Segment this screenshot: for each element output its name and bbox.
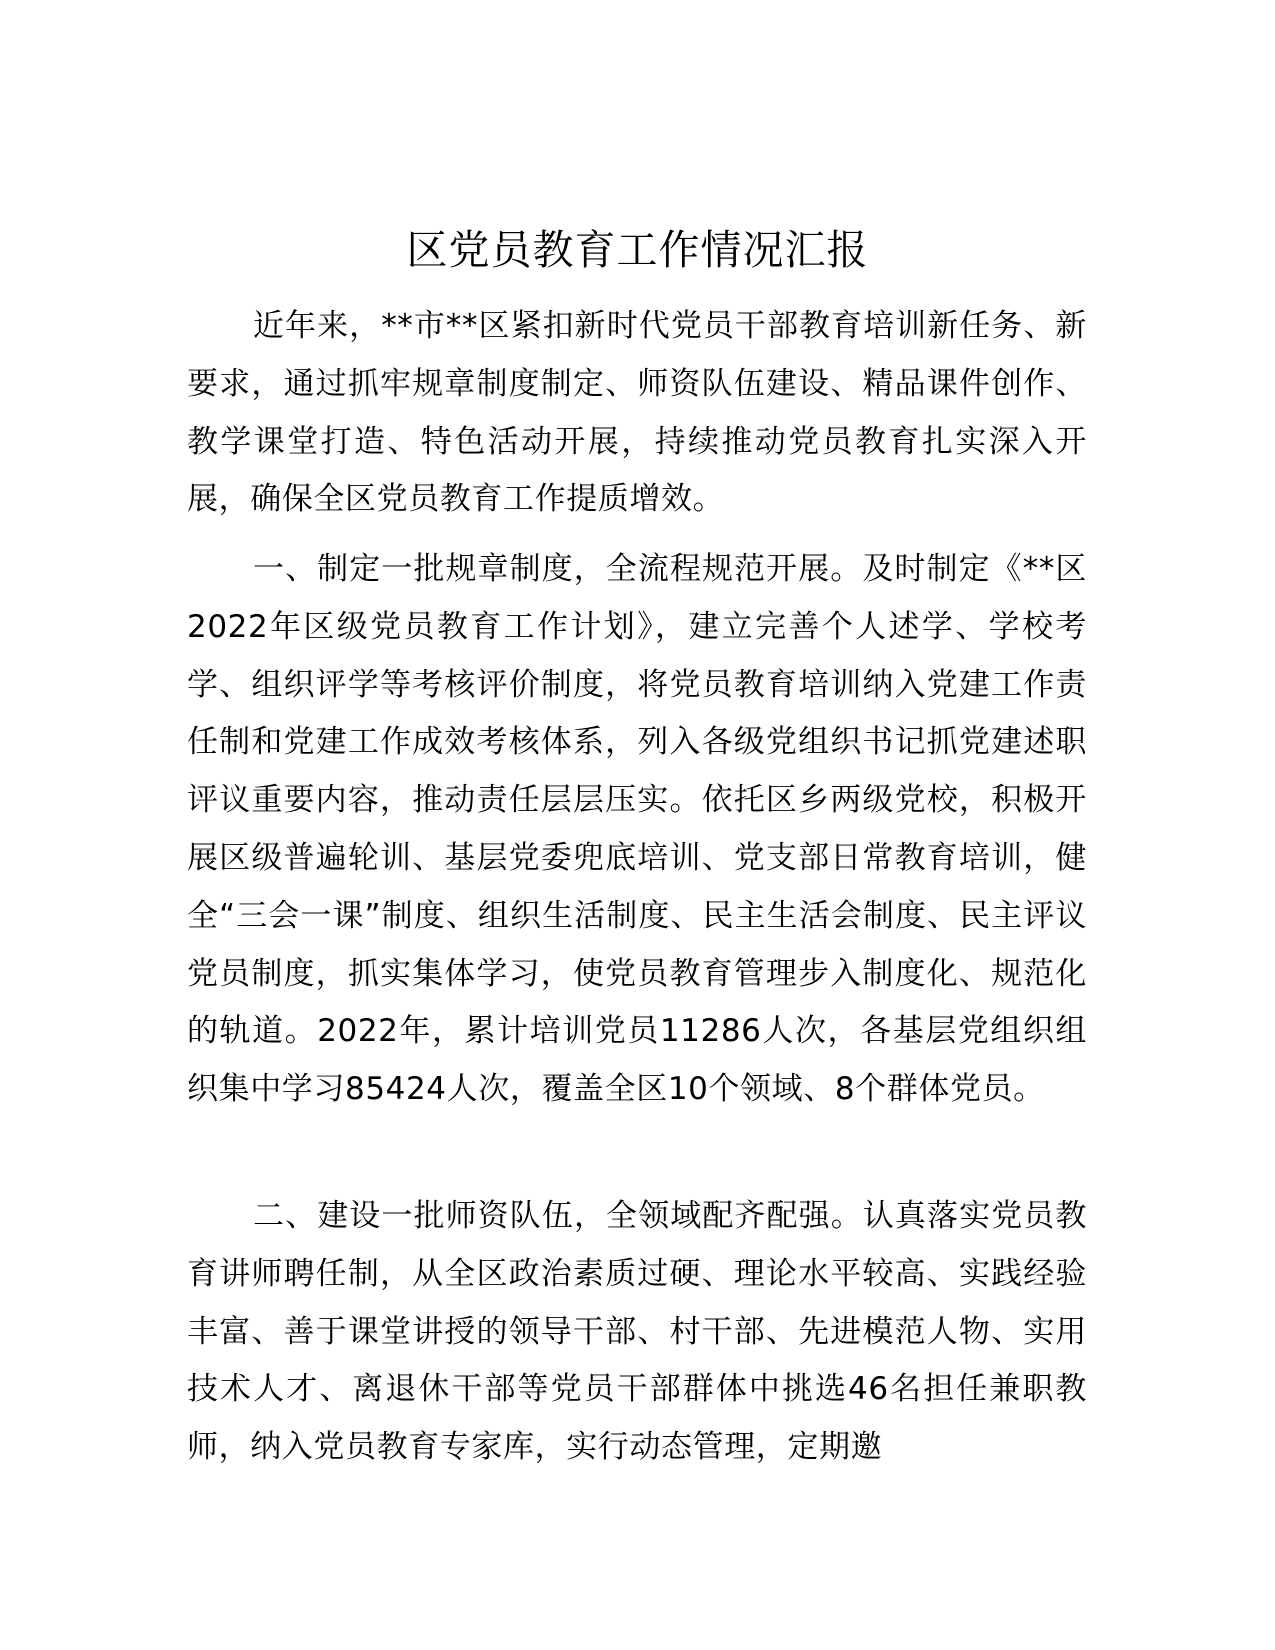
paragraph-section-1: 一、制定一批规章制度，全流程规范开展。及时制定《**区2022年区级党员教育工作计划》，建立完善个人述学、学校考学、组织评学等考核评价制度，将党员教育培训纳入党建工作责任制和党建工作成效考核体系，列入各级党组织书记抓党建述职评议重要内容，推动责任层层压实。依托区乡两级党校，积极开展区级普遍轮训、基层党委兜底培训、党支部日常教育培训，健全“三会一课”制度、组织生活制度、民主生活会制度、民主评议党员制度，抓实集体学习，使党员教育管理步入制度化、规范化的轨道。2022年，累计培训党员11286人次，各基层党组织组织集中学习85424人次，覆盖全区10个领域、8个群体党员。 xyxy=(187,551,1087,1108)
paragraph-intro: 近年来，**市**区紧扣新时代党员干部教育培训新任务、新要求，通过抓牢规章制度制定、师资队伍建设、精品课件创作、教学课堂打造、特色活动开展，持续推动党员教育扎实深入开展，确保全区党员教育工作提质增效。 xyxy=(187,308,1087,518)
document-title: 区党员教育工作情况汇报 xyxy=(406,226,869,274)
paragraph-section-2: 二、建设一批师资队伍，全领域配齐配强。认真落实党员教育讲师聘任制，从全区政治素质过硬、理论水平较高、实践经验丰富、善于课堂讲授的领导干部、村干部、先进模范人物、实用技术人才、离退休干部等党员干部群体中挑选46名担任兼职教师，纳入党员教育专家库，实行动态管理，定期邀 xyxy=(187,1198,1087,1466)
